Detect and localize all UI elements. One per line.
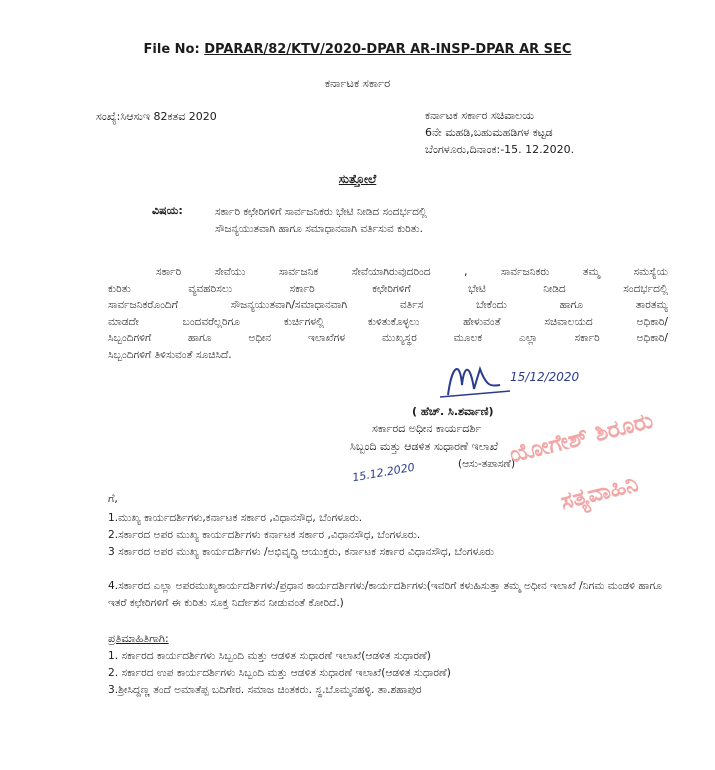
file-label: File No:	[143, 42, 200, 57]
circular-title: ಸುತ್ತೋಲೆ	[338, 172, 377, 186]
copy-3: 3.ಶ್ರೀಸಿದ್ದಣ್ಣ ತಂದೆ ಅಮಾತೆಪ್ಪ ಬದಿಗೇರ. ಸಮಾಜ ಚಿಂತಕರು. ಸ್ಥ.ಬೊಮ್ಮನಹಳ್ಳಿ. ತಾ.ಶಹಾಪುರ	[108, 684, 422, 696]
signatory-department: ಸಿಬ್ಬಂದಿ ಮತ್ತು ಆಡಳಿತ ಸುಧಾರಣೆ ಇಲಾಖೆ	[350, 440, 499, 453]
recipient-1: 1.ಮುಖ್ಯ ಕಾರ್ಯದರ್ಶಿಗಳು,ಕರ್ನಾಟಕ ಸರ್ಕಾರ ,ವಿಧಾನಸೌಧ, ಬೆಂಗಳೂರು.	[108, 512, 363, 524]
signatory-designation: ಸರ್ಕಾರದ ಅಧೀನ ಕಾರ್ಯದರ್ಶಿ	[372, 422, 482, 435]
address-line-1: ಕರ್ನಾಟಕ ಸರ್ಕಾರ ಸಚಿವಾಲಯ	[425, 109, 535, 122]
handwritten-date: 15/12/2020	[510, 370, 580, 384]
body-line: ಸಿಬ್ಬಂದಿಗಳಿಗೆ ಹಾಗೂ ಅಧೀನ ಇಲಾಖೆಗಳ ಮುಖ್ಯಸ್ಥರ ಮೂಲಕ ಎಲ್ಲಾ ಸರ್ಕಾರಿ ಅಧಿಕಾರಿ/	[108, 332, 668, 344]
address-line-2: 6ನೇ ಮಹಡಿ,ಬಹುಮಹಡಿಗಳ ಕಟ್ಟಡ	[425, 126, 553, 139]
copies-label: ಪ್ರತಿಮಾಹಿತಿಗಾಗಿ:	[108, 632, 169, 645]
government-heading: ಕರ್ನಾಟಕ ಸರ್ಕಾರ	[324, 76, 391, 90]
file-number-line	[0, 42, 715, 57]
body-line: ಸಾರ್ವಜನಿಕರೊಂದಿಗೆ ಸೌಜನ್ಯಯುತವಾಗಿ/ಸಮಾಧಾನವಾಗಿ ವರ್ತಿಸ ಬೇಕೆಂದು ಹಾಗೂ ತಾರತಮ್ಯ	[108, 299, 668, 311]
signatory-name: ( ಹೆಚ್. ಸಿ.ಶರ್ವಾಣಿ)	[412, 405, 494, 418]
body-line: ಮಾಡದೇ ಬಂದವರೆಲ್ಲರಿಗೂ ಕುರ್ಚಿಗಳಲ್ಲಿ ಕುಳಿತುಕೊಳ್ಳಲು ಹೇಳುವಂತೆ ಸಚಿವಾಲಯದ ಅಧಿಕಾರಿ/	[108, 315, 668, 328]
file-number: DPARAR/82/KTV/2020-DPAR AR-INSP-DPAR AR SEC	[204, 42, 572, 57]
recipient-4: 4.ಸರ್ಕಾರದ ಎಲ್ಲಾ ಅಪರಮುಖ್ಯಕಾರ್ಯದರ್ಶಿಗಳು/ಪ್ರಧಾನ ಕಾರ್ಯದರ್ಶಿಗಳು/ಕಾರ್ಯದರ್ಶಿಗಳು(ಇವರಿಗೆ ಕಳುಹಿಸುತ್ತಾ ತಮ್ಮ ಅಧೀನ ಇಲಾಖೆ /ನಿಗಮ ಮಂಡಳಿ ಹಾಗೂ ಇತರೆ ಕಛೇರಿಗಳಿಗೆ ಈ ಕುರಿತು ಸೂಕ್ತ ನಿರ್ದೇಶನ ನೀಡುವಂತೆ ಕೋರಿದೆ.)	[108, 580, 662, 609]
subject-text	[215, 204, 635, 238]
to-label: ಗೆ,	[108, 492, 118, 505]
copy-1: 1. ಸರ್ಕಾರದ ಕಾರ್ಯದರ್ಶಿಗಳು ಸಿಬ್ಬಂದಿ ಮತ್ತು ಆಡಳಿತ ಸುಧಾರಣೆ ಇಲಾಖೆ(ಆಡಳಿತ ಸುಧಾರಣೆ)	[108, 650, 431, 662]
stamp-date: 15.12.2020	[351, 460, 416, 485]
recipient-3: 3 ಸರ್ಕಾರದ ಅಪರ ಮುಖ್ಯ ಕಾರ್ಯದರ್ಶಿಗಳು /ಅಭಿವೃದ್ಧಿ ಆಯುಕ್ತರು, ಕರ್ನಾಟಕ ಸರ್ಕಾರ ವಿಧಾನಸೌಧ, ಬೆಂಗಳೂರು	[108, 546, 495, 558]
watermark-name: ಯೋಗೇಶ್ ಶಿರೂರು	[507, 407, 656, 469]
recipient-2: 2.ಸರ್ಕಾರದ ಅಪರ ಮುಖ್ಯ ಕಾರ್ಯದರ್ಶಿಗಳು ಕರ್ನಾಟಕ ಸರ್ಕಾರ ,ವಿಧಾನಸೌಧ, ಬೆಂಗಳೂರು.	[108, 529, 421, 541]
signatory-section: (ಆಸು-ತಪಾಸಣೆ)	[458, 458, 516, 470]
address-line-3: ಬೆಂಗಳೂರು,ದಿನಾಂಕ:-15. 12.2020.	[425, 143, 575, 156]
copy-2: 2. ಸರ್ಕಾರದ ಉಪ ಕಾರ್ಯದರ್ಶಿಗಳು ಸಿಬ್ಬಂದಿ ಮತ್ತು ಆಡಳಿತ ಸುಧಾರಣೆ ಇಲಾಖೆ(ಆಡಳಿತ ಸುಧಾರಣೆ)	[108, 667, 451, 679]
reference-number: ಸಂಖ್ಯೆ:ಸಿಆಸುಇ 82ಕತವ 2020	[96, 110, 217, 123]
body-line: ಸರ್ಕಾರಿ ಸೇವೆಯು ಸಾರ್ವಜನಿಕ ಸೇವೆಯಾಗಿರುವುದರಿಂದ , ಸಾರ್ವಜನಿಕರು ತಮ್ಮ ಸಮಸ್ಯೆಯ	[156, 266, 668, 278]
body-line: ಕುರಿತು ವ್ಯವಹರಿಸಲು ಸರ್ಕಾರಿ ಕಛೇರಿಗಳಿಗೆ ಭೇಟಿ ನೀಡಿದ ಸಂದರ್ಭದಲ್ಲಿ	[108, 282, 668, 295]
subject-line-1: ಸರ್ಕಾರಿ ಕಛೇರಿಗಳಿಗೆ ಸಾರ್ವಜನಿಕರು ಭೇಟಿ ನೀಡಿದ ಸಂದರ್ಭದಲ್ಲಿ	[215, 206, 427, 218]
subject-line-2: ಸೌಜನ್ಯಯುತವಾಗಿ ಹಾಗೂ ಸಮಾಧಾನವಾಗಿ ವರ್ತಿಸುವ ಕುರಿತು.	[215, 223, 423, 235]
body-paragraph	[108, 264, 668, 363]
body-line: ಸಿಬ್ಬಂದಿಗಳಿಗೆ ತಿಳಿಸುವಂತೆ ಸೂಚಿಸಿದೆ.	[108, 348, 232, 361]
subject-label: ವಿಷಯ:	[152, 204, 183, 217]
watermark-channel: ಸತ್ಯವಾಹಿನಿ	[558, 470, 642, 516]
